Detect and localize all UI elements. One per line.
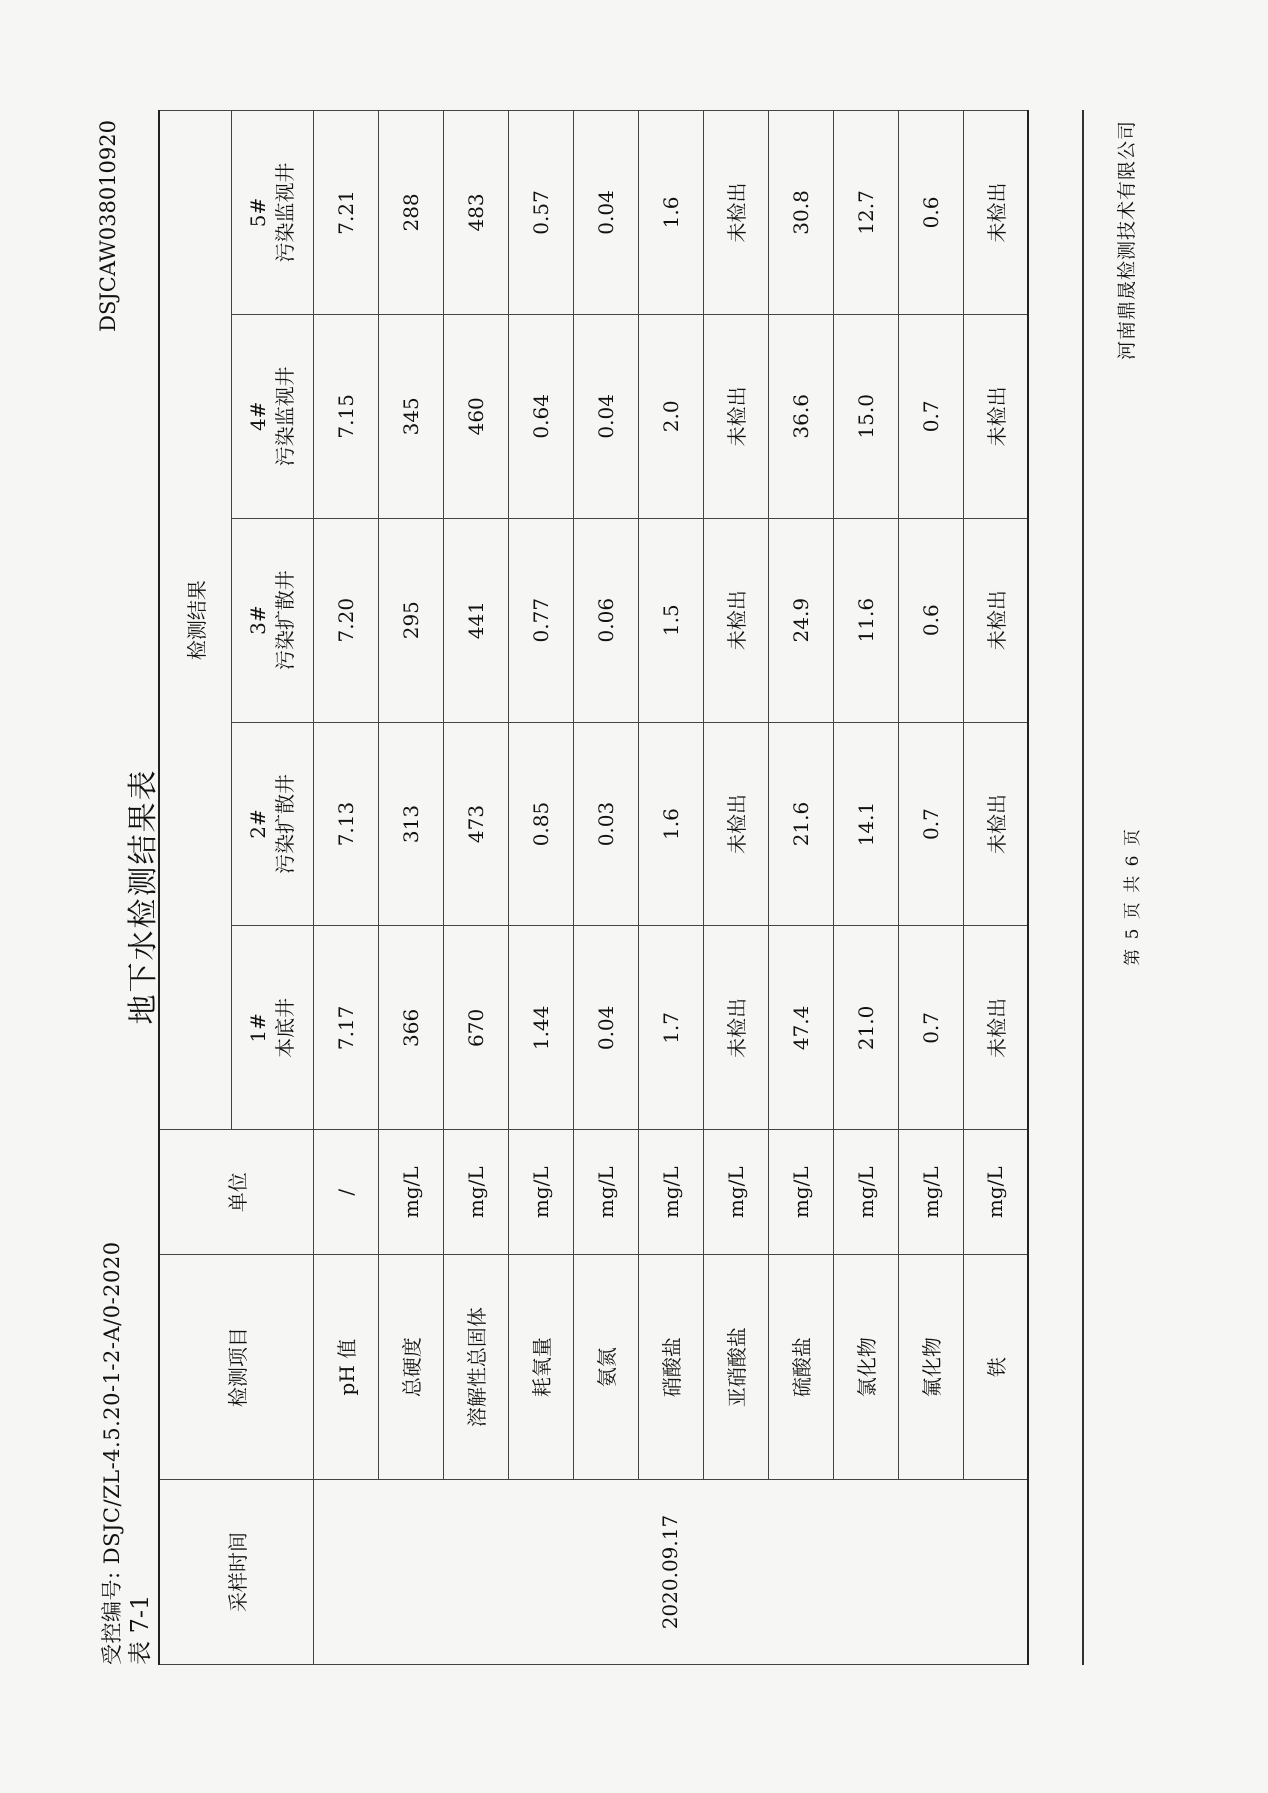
table-row [313, 111, 378, 1665]
table-row [378, 111, 443, 1665]
header-unit: 单位 [159, 1130, 313, 1255]
result-value: 313 [378, 722, 443, 926]
result-value: 未检出 [703, 518, 768, 722]
item-name: 氯化物 [833, 1255, 898, 1480]
result-value: 12.7 [833, 111, 898, 315]
header-well-3 [231, 518, 313, 722]
result-value: 295 [378, 518, 443, 722]
result-value: 未检出 [703, 722, 768, 926]
header-sample-time: 采样时间 [159, 1480, 313, 1665]
result-value: 441 [443, 518, 508, 722]
item-unit: mg/L [703, 1130, 768, 1255]
item-name: 耗氧量 [508, 1255, 573, 1480]
result-value: 473 [443, 722, 508, 926]
result-value: 0.04 [573, 926, 638, 1130]
result-value: 0.6 [898, 111, 963, 315]
item-unit: mg/L [768, 1130, 833, 1255]
result-value: 366 [378, 926, 443, 1130]
bottom-rule [1082, 110, 1084, 1665]
table-label: 表 7-1 [126, 1594, 154, 1665]
result-value: 15.0 [833, 314, 898, 518]
result-value: 未检出 [963, 111, 1028, 315]
result-value: 1.6 [638, 722, 703, 926]
control-number-value: DSJC/ZL-4.5.20-1-2-A/0-2020 [100, 1241, 124, 1565]
result-value: 0.85 [508, 722, 573, 926]
item-unit: mg/L [443, 1130, 508, 1255]
item-name: 氟化物 [898, 1255, 963, 1480]
table-row [963, 111, 1028, 1665]
results-table [158, 110, 1029, 1665]
item-unit: mg/L [963, 1130, 1028, 1255]
result-value: 21.6 [768, 722, 833, 926]
item-name: 溶解性总固体 [443, 1255, 508, 1480]
header-well-2 [231, 722, 313, 926]
result-value: 未检出 [963, 722, 1028, 926]
result-value: 0.03 [573, 722, 638, 926]
item-unit: mg/L [898, 1130, 963, 1255]
well-id: 3# [246, 605, 270, 635]
result-value: 1.5 [638, 518, 703, 722]
result-value: 21.0 [833, 926, 898, 1130]
result-value: 460 [443, 314, 508, 518]
result-value: 0.04 [573, 314, 638, 518]
result-value: 未检出 [703, 314, 768, 518]
well-name: 污染监视井 [273, 366, 297, 467]
well-id: 2# [246, 809, 270, 839]
well-name: 污染扩散井 [273, 774, 297, 875]
item-name: 亚硝酸盐 [703, 1255, 768, 1480]
result-value: 36.6 [768, 314, 833, 518]
result-value: 2.0 [638, 314, 703, 518]
table-row [638, 111, 703, 1665]
header-results: 检测结果 [159, 111, 231, 1130]
result-value: 未检出 [963, 926, 1028, 1130]
result-value: 7.17 [313, 926, 378, 1130]
table-row [768, 111, 833, 1665]
header-well-1 [231, 926, 313, 1130]
result-value: 24.9 [768, 518, 833, 722]
report-code: DSJCAW038010920 [96, 120, 120, 332]
table-row [443, 111, 508, 1665]
header-well-5 [231, 111, 313, 315]
item-unit: mg/L [378, 1130, 443, 1255]
table-row [508, 111, 573, 1665]
result-value: 未检出 [963, 518, 1028, 722]
company-name: 河南鼎晟检测技术有限公司 [1116, 120, 1138, 361]
item-name: pH 值 [313, 1255, 378, 1480]
result-value: 288 [378, 111, 443, 315]
result-value: 0.7 [898, 314, 963, 518]
item-name: 铁 [963, 1255, 1028, 1480]
item-unit: mg/L [508, 1130, 573, 1255]
result-value: 0.7 [898, 926, 963, 1130]
well-name: 污染扩散井 [273, 570, 297, 671]
control-number-label: 受控编号: [100, 1571, 124, 1665]
well-id: 4# [246, 401, 270, 432]
result-value: 7.13 [313, 722, 378, 926]
result-value: 14.1 [833, 722, 898, 926]
result-value: 7.21 [313, 111, 378, 315]
result-value: 未检出 [703, 111, 768, 315]
table-row [833, 111, 898, 1665]
item-unit: / [313, 1130, 378, 1255]
result-value: 7.15 [313, 314, 378, 518]
result-value: 345 [378, 314, 443, 518]
well-name: 污染监视井 [273, 162, 297, 263]
item-name: 氨氮 [573, 1255, 638, 1480]
result-value: 47.4 [768, 926, 833, 1130]
result-value: 1.7 [638, 926, 703, 1130]
item-name: 总硬度 [378, 1255, 443, 1480]
item-unit: mg/L [638, 1130, 703, 1255]
item-unit: mg/L [833, 1130, 898, 1255]
result-value: 0.04 [573, 111, 638, 315]
result-value: 11.6 [833, 518, 898, 722]
result-value: 1.44 [508, 926, 573, 1130]
sample-date: 2020.09.17 [313, 1480, 1028, 1665]
header-well-4 [231, 314, 313, 518]
result-value: 1.6 [638, 111, 703, 315]
result-value: 483 [443, 111, 508, 315]
result-value: 7.20 [313, 518, 378, 722]
result-value: 0.6 [898, 518, 963, 722]
result-value: 0.7 [898, 722, 963, 926]
well-id: 1# [246, 1013, 270, 1043]
page-number: 第 5 页 共 6 页 [1123, 827, 1143, 966]
table-row [703, 111, 768, 1665]
result-value: 30.8 [768, 111, 833, 315]
table-row [573, 111, 638, 1665]
result-value: 0.57 [508, 111, 573, 315]
result-value: 未检出 [963, 314, 1028, 518]
well-name: 本底井 [273, 997, 297, 1058]
well-id: 5# [246, 197, 270, 228]
page-title: 地下水检测结果表 [126, 768, 161, 1025]
result-value: 0.64 [508, 314, 573, 518]
result-value: 670 [443, 926, 508, 1130]
item-name: 硝酸盐 [638, 1255, 703, 1480]
item-name: 硫酸盐 [768, 1255, 833, 1480]
item-unit: mg/L [573, 1130, 638, 1255]
result-value: 未检出 [703, 926, 768, 1130]
result-value: 0.77 [508, 518, 573, 722]
table-row [898, 111, 963, 1665]
header-item: 检测项目 [159, 1255, 313, 1480]
result-value: 0.06 [573, 518, 638, 722]
